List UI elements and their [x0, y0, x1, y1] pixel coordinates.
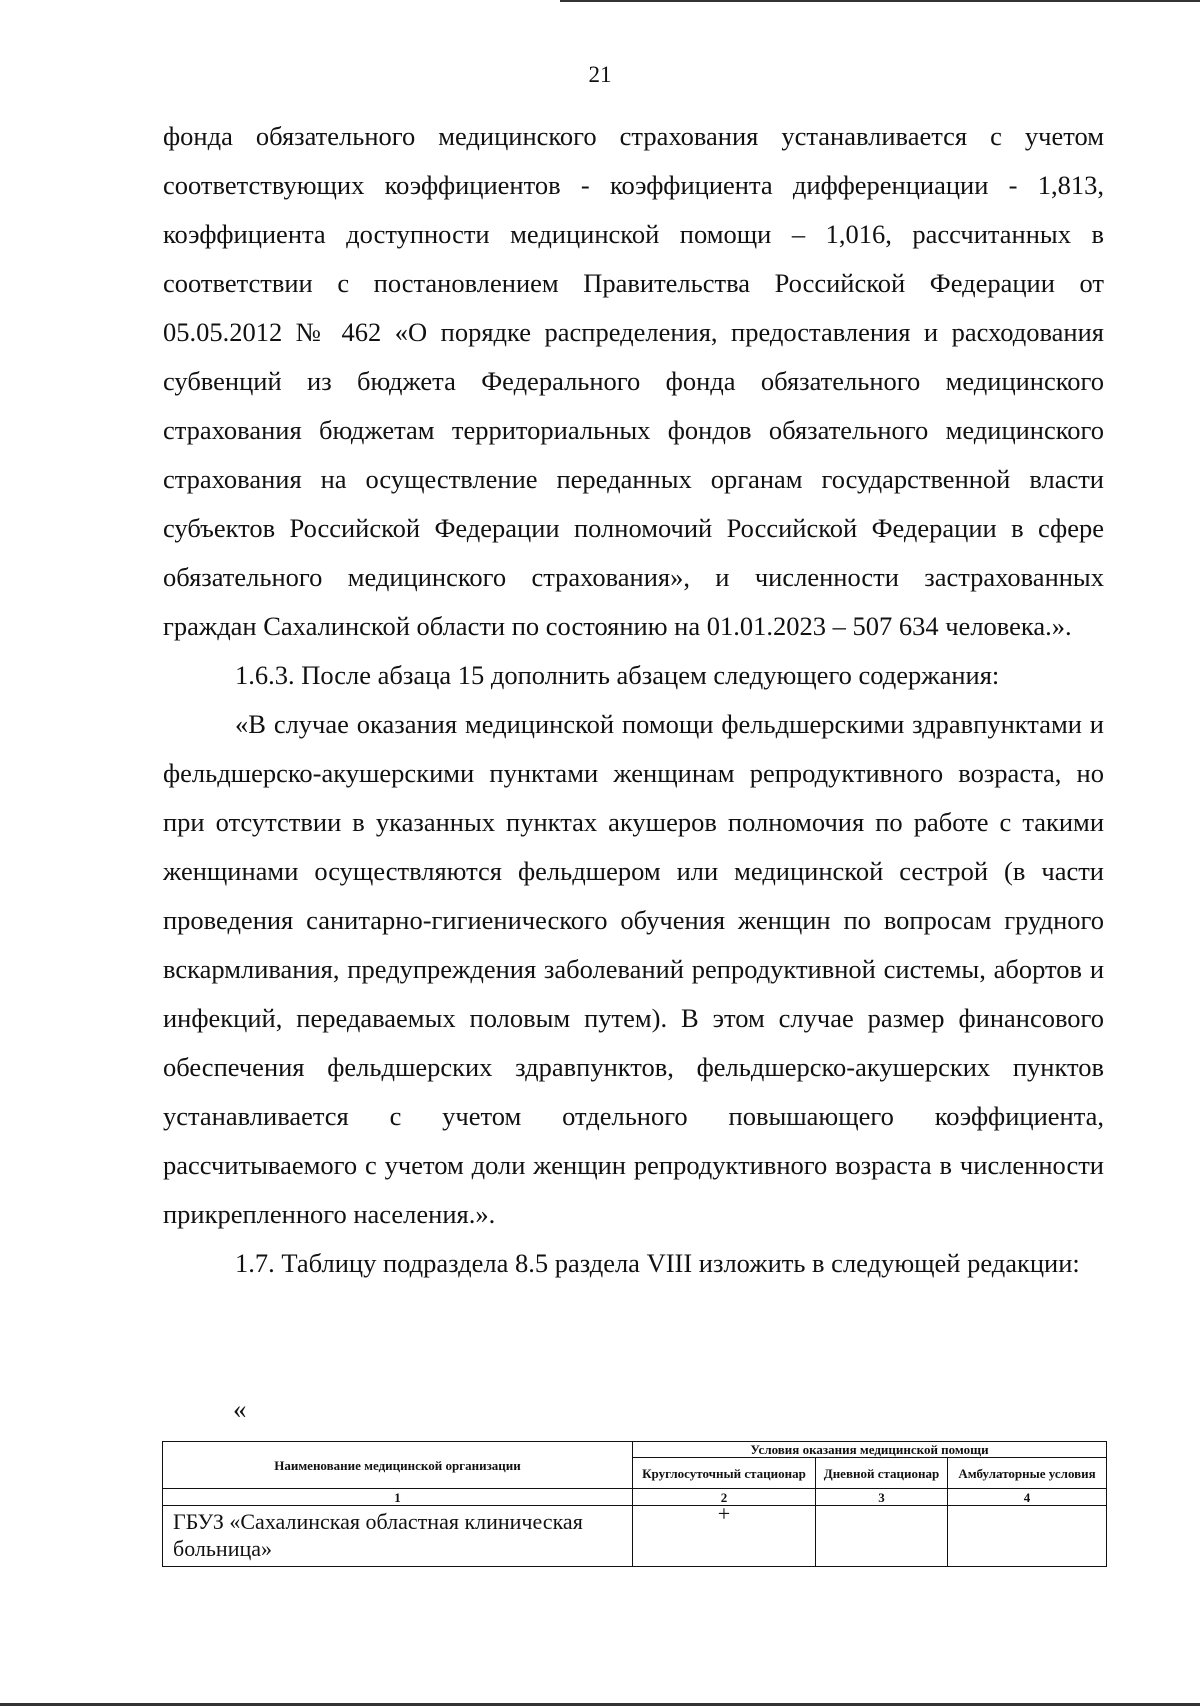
medical-organizations-table: [162, 1441, 1107, 1567]
scan-edge-top: [560, 0, 1200, 2]
cell-outpatient: [948, 1506, 1107, 1567]
organization-name: ГБУЗ «Сахалинская областная клиническая больница»: [163, 1506, 633, 1567]
header-outpatient: Амбулаторные условия: [948, 1458, 1107, 1489]
cell-round-the-clock: +: [633, 1506, 816, 1567]
table-header-row-1: [163, 1442, 1107, 1458]
header-day-hospital: Дневной стационар: [816, 1458, 948, 1489]
header-round-the-clock: Круглосуточный стационар: [633, 1458, 816, 1489]
column-number: 3: [816, 1489, 948, 1506]
paragraph-coefficients: фонда обязательного медицинского страхования устанавливается с учетом соответствующих коэффициентов - коэффициента дифференциации - 1,813, коэффициента доступности медицинской помощи – 1,016, рассчитанных в соответствии с постановлением Правительства Российской Федерации от 05.05.2012 № 462 «О порядке распределения, предоставления и расходования субвенций из бюджета Федерального фонда обязательного медицинского страхования бюджетам территориальных фондов обязательного медицинского страхования на осуществление переданных органам государственной власти субъектов Российской Федерации полномочий Российской Федерации в сфере обязательного медицинского страхования», и численности застрахованных граждан Сахалинской области по состоянию на 01.01.2023 – 507 634 человека.».: [163, 121, 1104, 641]
paragraph-1-6-3: 1.6.3. После абзаца 15 дополнить абзацем следующего содержания:: [235, 660, 1000, 690]
paragraph-1-7: 1.7. Таблицу подраздела 8.5 раздела VIII изложить в следующей редакции:: [235, 1248, 1080, 1278]
column-number: 1: [163, 1489, 633, 1506]
table-row: [163, 1506, 1107, 1567]
page-number: 21: [588, 62, 612, 87]
scan-edge-bottom: [0, 1703, 1200, 1706]
paragraph-quoted-insert: «В случае оказания медицинской помощи фельдшерскими здравпунктами и фельдшерско-акушерскими пунктами женщинам репродуктивного возраста, но при отсутствии в указанных пунктах акушеров полномочия по работе с такими женщинами осуществляются фельдшером или медицинской сестрой (в части проведения санитарно-гигиенического обучения женщин по вопросам грудного вскармливания, предупреждения заболеваний репродуктивной системы, абортов и инфекций, передаваемых половым путем). В этом случае размер финансового обеспечения фельдшерских здравпунктов, фельдшерско-акушерских пунктов устанавливается с учетом отдельного повышающего коэффициента, рассчитываемого с учетом доли женщин репродуктивного возраста в численности прикрепленного населения.».: [163, 709, 1104, 1229]
column-number: 2: [633, 1489, 816, 1506]
opening-quote-mark: «: [233, 1394, 247, 1424]
cell-day-hospital: [816, 1506, 948, 1567]
table-number-row: [163, 1489, 1107, 1506]
header-organization-name: Наименование медицинской организации: [163, 1442, 633, 1489]
header-care-conditions: Условия оказания медицинской помощи: [633, 1442, 1107, 1458]
column-number: 4: [948, 1489, 1107, 1506]
document-body: [163, 112, 1104, 1288]
